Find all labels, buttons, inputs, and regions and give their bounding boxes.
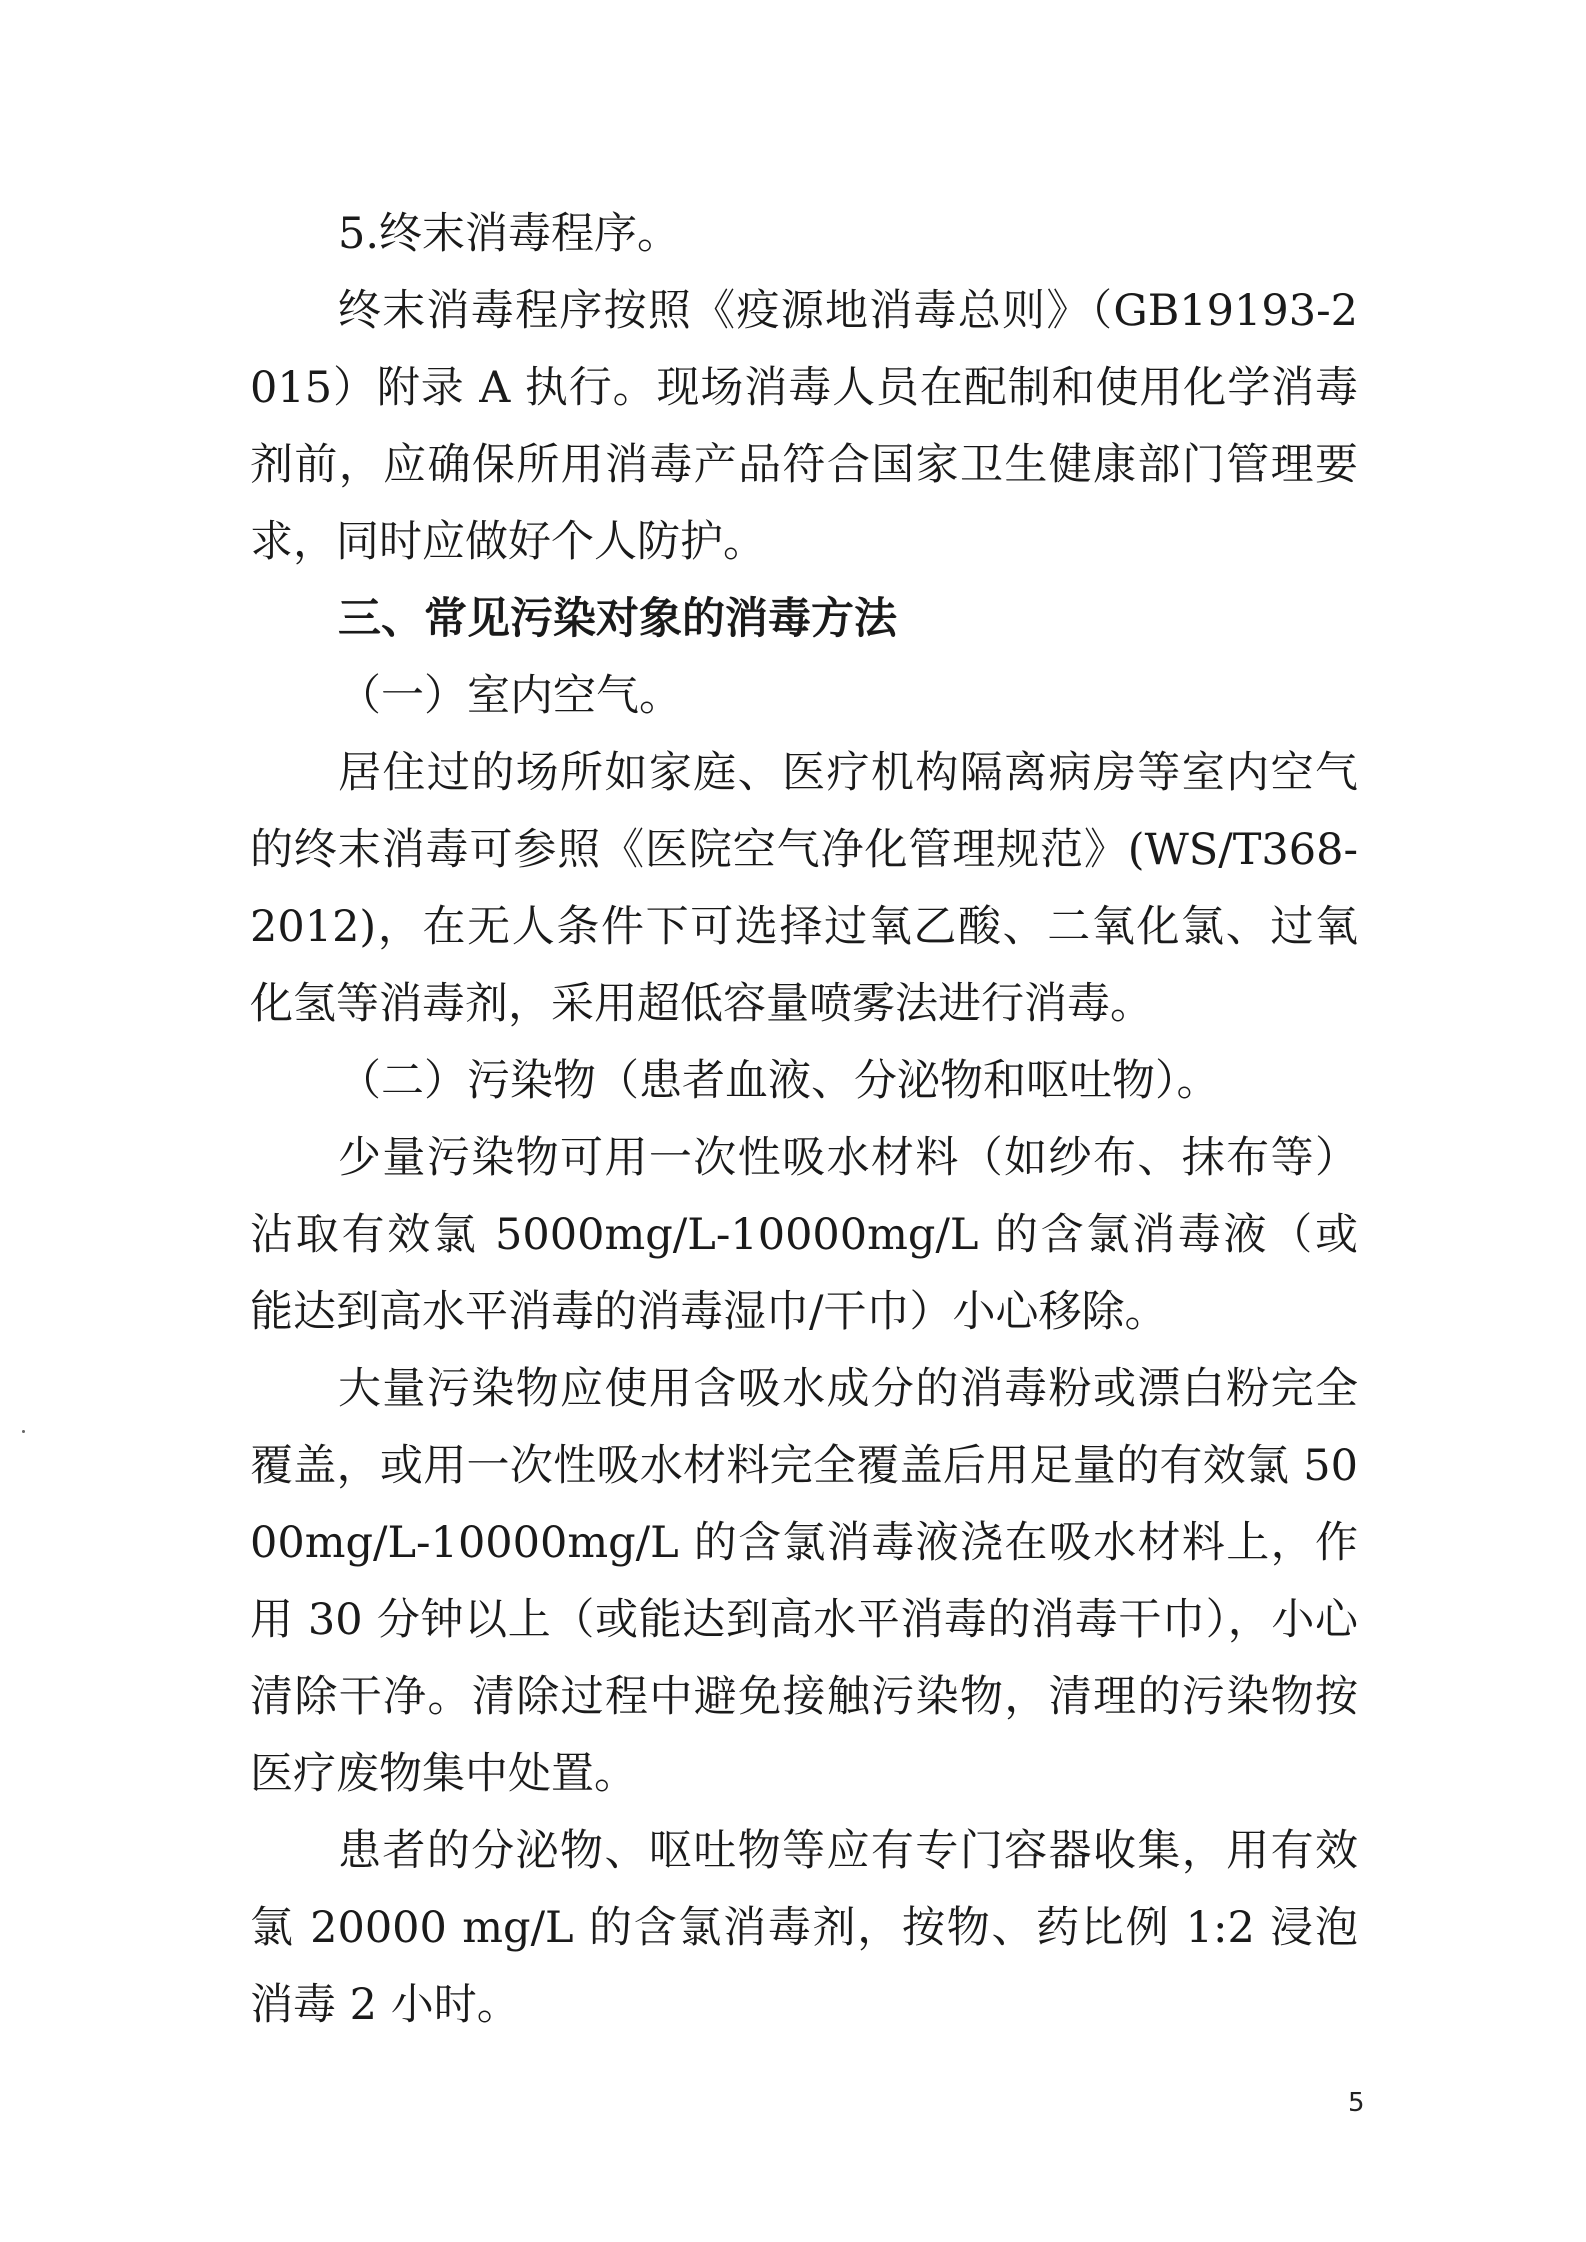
paragraph-small-contaminants: 少量污染物可用一次性吸水材料（如纱布、抹布等）沾取有效氯 5000mg/L-10000mg/L 的含氯消毒液（或能达到高水平消毒的消毒湿巾/干巾）小心移除。 (250, 1133, 1358, 1337)
subheading-indoor-air: （一）室内空气。 (338, 671, 682, 721)
paragraph-large-contaminants: 大量污染物应使用含吸水成分的消毒粉或漂白粉完全覆盖，或用一次性吸水材料完全覆盖后用足量的有效氯 5000mg/L-10000mg/L 的含氯消毒液浇在吸水材料上，作用 30 分钟以上（或能达到高水平消毒的消毒干巾），小心清除干净。清除过程中避免接触污染物，清理的污染物按医疗废物集中处置。 (250, 1364, 1358, 1799)
section-heading-disinfection-methods: 三、常见污染对象的消毒方法 (338, 594, 897, 644)
page-number: 5 (1348, 2088, 1365, 2118)
paragraph-secretions-vomit: 患者的分泌物、呕吐物等应有专门容器收集，用有效氯 20000 mg/L 的含氯消毒剂，按物、药比例 1:2 浸泡消毒 2 小时。 (250, 1826, 1358, 2030)
paragraph-indoor-air: 居住过的场所如家庭、医疗机构隔离病房等室内空气的终末消毒可参照《医院空气净化管理规范》(WS/T368-2012)，在无人条件下可选择过氧乙酸、二氧化氯、过氧化氢等消毒剂，采用超低容量喷雾法进行消毒。 (250, 748, 1358, 1029)
subheading-contaminants: （二）污染物（患者血液、分泌物和呕吐物）。 (338, 1056, 1220, 1106)
document-body (250, 196, 1358, 2044)
paragraph-terminal-disinfection-procedure: 终末消毒程序按照《疫源地消毒总则》（GB19193-2015）附录 A 执行。现场消毒人员在配制和使用化学消毒剂前，应确保所用消毒产品符合国家卫生健康部门管理要求，同时应做好个人防护。 (250, 286, 1358, 567)
paragraph-terminal-disinfection-heading: 5.终末消毒程序。 (338, 209, 681, 259)
scan-artifact-dot (22, 1430, 25, 1433)
